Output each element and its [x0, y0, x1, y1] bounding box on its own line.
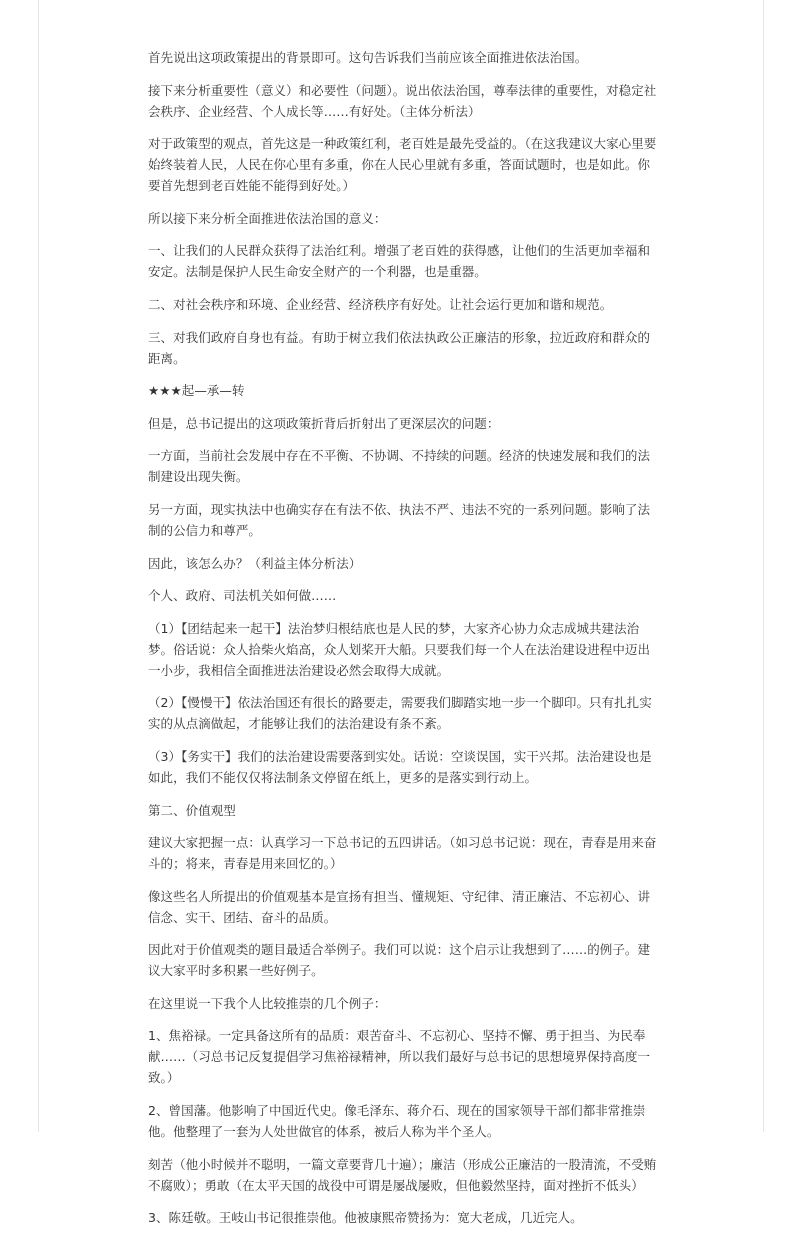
paragraph: （3）【务实干】我们的法治建设需要落到实处。话说：空谈误国，实干兴邦。法治建设也是如此，我们不能仅仅将法制条文停留在纸上，更多的是落实到行动上。 — [148, 748, 652, 785]
paragraph: 另一方面，现实执法中也确实存在有法不依、执法不严、违法不究的一系列问题。影响了法制的公信力和尊严。 — [148, 501, 651, 538]
paragraph: 但是，总书记提出的这项政策折背后折射出了更深层次的问题： — [148, 415, 500, 431]
paragraph: 2、曾国藩。他影响了中国近代史。像毛泽东、蒋介石、现在的国家领导干部们都非常推崇他。他整理了一套为人处世做官的体系，被后人称为半个圣人。 — [148, 1103, 646, 1140]
document-body — [148, 47, 658, 1240]
paragraph: 个人、政府、司法机关如何做…… — [148, 588, 337, 604]
paragraph: 首先说出这项政策提出的背景即可。这句告诉我们当前应该全面推进依法治国。 — [148, 50, 588, 65]
paragraph: （1）【团结起来一起干】法治梦归根结底也是人民的梦，大家齐心协力众志成城共建法治梦。俗话说：众人拾柴火焰高，众人划桨开大船。只要我们每一个人在法治建设进程中迈出一小步，我相信全面推进法治建设必然会取得大成就。 — [148, 620, 651, 678]
section-heading: 第二、价值观型 — [148, 802, 236, 818]
paragraph: 一方面，当前社会发展中存在不平衡、不协调、不持续的问题。经济的快速发展和我们的法制建设出现失衡。 — [148, 448, 651, 485]
paragraph: 二、对社会秩序和环境、企业经营、经济秩序有好处。让社会运行更加和谐和规范。 — [148, 296, 613, 312]
paragraph: 因此，该怎么办？（利益主体分析法） — [148, 555, 362, 571]
paragraph: 刻苦（他小时候并不聪明，一篇文章要背几十遍）；廉洁（形成公正廉洁的一股清流，不受贿不腐败）；勇敢（在太平天国的战役中可谓是屡战屡败，但他毅然坚持，面对挫折不低头） — [148, 1156, 657, 1193]
paragraph: 接下来分析重要性（意义）和必要性（问题）。说出依法治国，尊奉法律的重要性，对稳定社会秩序、企业经营、个人成长等……有好处。（主体分析法） — [148, 82, 657, 119]
paragraph: 三、对我们政府自身也有益。有助于树立我们依法执政公正廉洁的形象，拉近政府和群众的距离。 — [148, 329, 651, 366]
page-right-border — [763, 0, 764, 1132]
paragraph: 在这里说一下我个人比较推崇的几个例子： — [148, 995, 387, 1011]
paragraph: 对于政策型的观点，首先这是一种政策红利，老百姓是最先受益的。（在这我建议大家心里要始终装着人民，人民在你心里有多重，你在人民心里就有多重，答面试题时，也是如此。你要首先想到老百姓能不能得到好处。） — [148, 136, 657, 194]
paragraph: 像这些名人所提出的价值观基本是宣扬有担当、懂规矩、守纪律、清正廉洁、不忘初心、讲信念、实干、团结、奋斗的品质。 — [148, 888, 651, 925]
paragraph: 建议大家把握一点：认真学习一下总书记的五四讲话。（如习总书记说：现在，青春是用来奋斗的；将来，青春是用来回忆的。） — [148, 835, 657, 872]
paragraph: 1、焦裕禄。一定具备这所有的品质：艰苦奋斗、不忘初心、坚持不懈、勇于担当、为民奉献……（习总书记反复提倡学习焦裕禄精神，所以我们最好与总书记的思想境界保持高度一致。） — [148, 1028, 651, 1086]
paragraph: 所以接下来分析全面推进依法治国的意义： — [148, 210, 387, 226]
paragraph: （2）【慢慢干】依法治国还有很长的路要走，需要我们脚踏实地一步一个脚印。只有扎扎实实的从点滴做起，才能够让我们的法治建设有条不紊。 — [148, 695, 652, 732]
paragraph: 3、陈廷敬。王岐山书记很推崇他。他被康熙帝赞扬为：宽大老成，几近完人。 — [148, 1210, 583, 1226]
paragraph: 一、让我们的人民群众获得了法治红利。增强了老百姓的获得感，让他们的生活更加幸福和安定。法制是保护人民生命安全财产的一个利器，也是重器。 — [148, 243, 651, 280]
page-left-border — [38, 0, 39, 1132]
paragraph: 因此对于价值观类的题目最适合举例子。我们可以说：这个启示让我想到了……的例子。建议大家平时多积累一些好例子。 — [148, 942, 651, 979]
section-marker: ★★★起—承—转 — [148, 383, 245, 399]
